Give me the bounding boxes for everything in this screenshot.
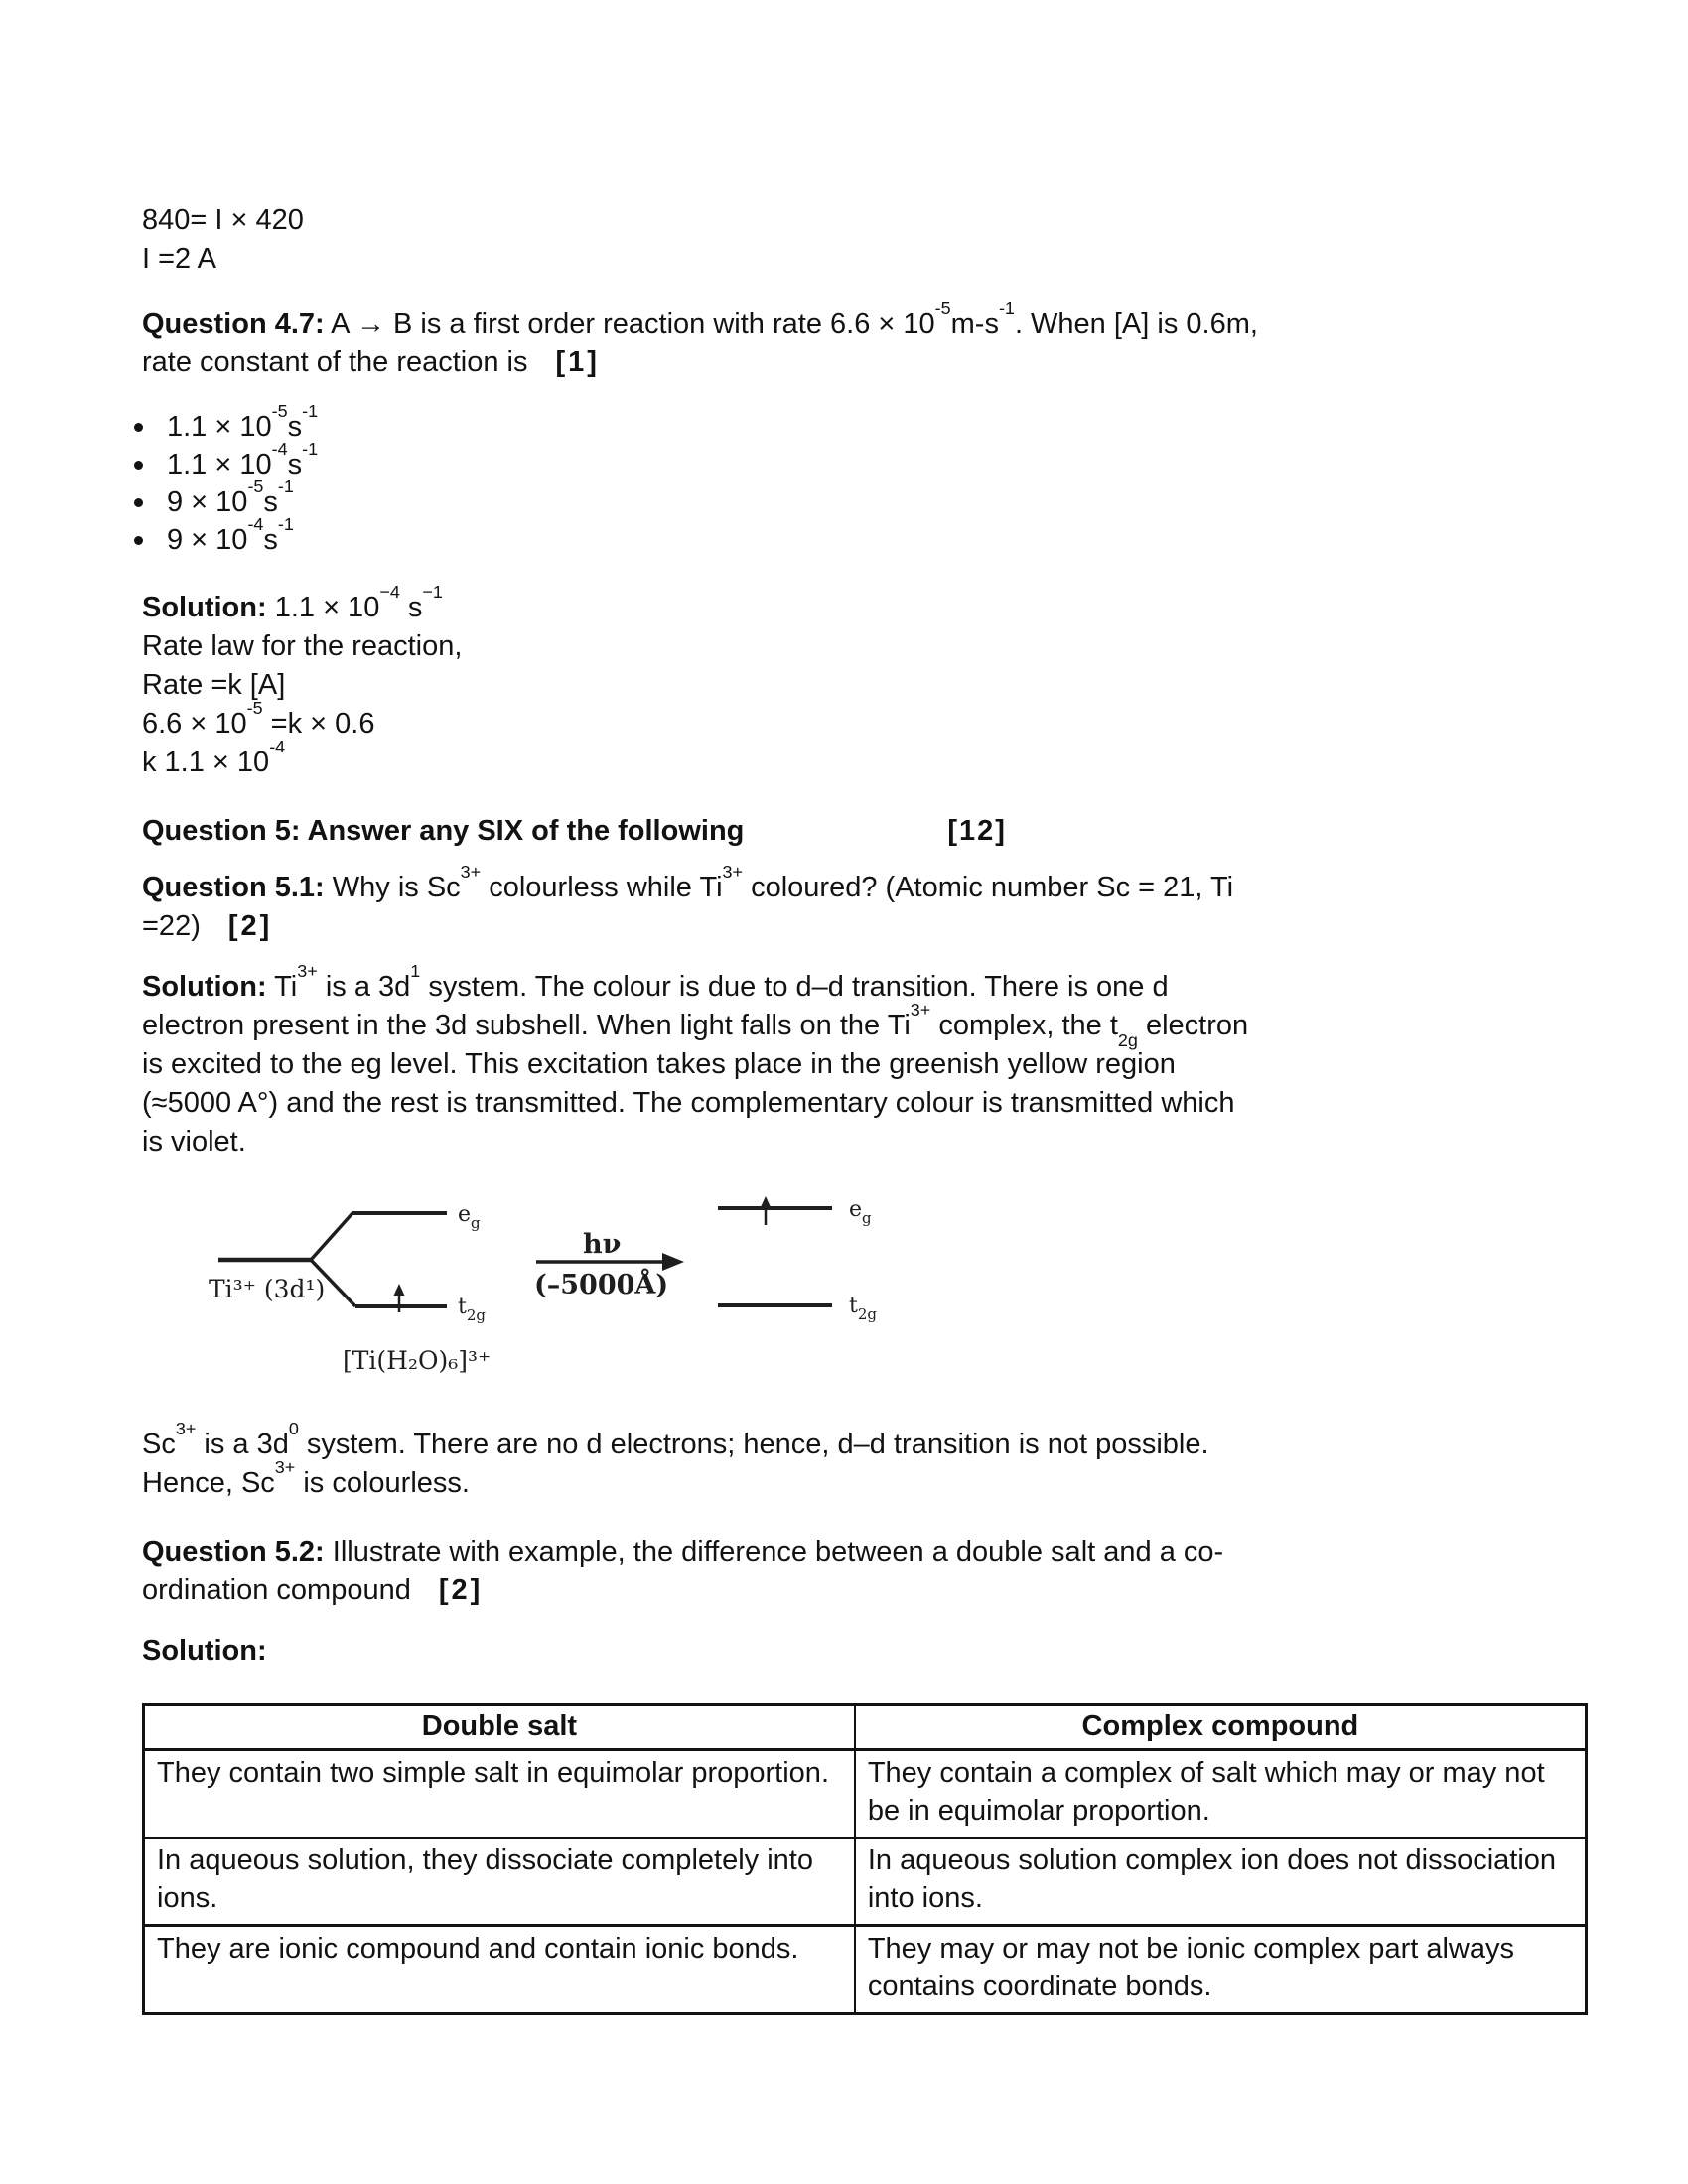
- solution-line: $6.6 \times 10^{-5} =k \times 0.6$: [142, 698, 375, 740]
- solution-line: is violet.: [142, 1126, 246, 1158]
- option-item: [134, 514, 1569, 559]
- solution-line: Solution: $1.1 \times 10^{-4}$ $s^{-1}$: [142, 582, 443, 623]
- solution-line: electron present in the 3d subshell. When light falls on the $Ti^{3+}$ complex, the $t_{2g}$ electron: [142, 1000, 1249, 1051]
- ion-label: Ti³⁺ (3d¹): [209, 1275, 326, 1303]
- comparison-table: [142, 1703, 1588, 2015]
- option-text: $1.1 \times 10^{-5}s^{-1}$: [167, 401, 319, 443]
- sc-conclusion: [142, 1419, 1569, 1503]
- t2g-label: $t_{2g}$: [458, 1295, 486, 1324]
- question-5-1-text-line2: =22) [2]: [142, 910, 273, 942]
- question-4-7: [142, 298, 1569, 382]
- table-cell: They contain two simple salt in equimolar proportion.: [144, 1750, 855, 1839]
- question-5-title: Question 5: Answer any SIX of the following: [142, 815, 745, 847]
- marks-badge: [2]: [438, 1574, 484, 1606]
- solution-line: k $1.1 \times 10^{-4}$: [142, 737, 286, 778]
- question-5-2-text-line2: ordination compound [2]: [142, 1574, 484, 1606]
- solution-line: (≈5000 A°) and the rest is transmitted. The complementary colour is transmitted which: [142, 1087, 1235, 1119]
- dd-transition-figure: [204, 1195, 1569, 1400]
- hv-label: hν: [583, 1229, 622, 1260]
- question-4-7-text: Question 4.7: A → B is a first order reaction with rate $6.6 \times 10^{-5}m-s^{-1}$. When [A] is 0.6m,: [142, 298, 1258, 340]
- table-cell: They may or may not be ionic complex part always contains coordinate bonds.: [855, 1926, 1587, 2014]
- solution-label: Solution:: [142, 1635, 267, 1667]
- bullet-icon: [134, 461, 143, 470]
- question-4-7-solution: [142, 582, 1569, 782]
- table-cell: In aqueous solution, they dissociate completely into ions.: [144, 1838, 855, 1926]
- table-cell: They are ionic compound and contain ionic bonds.: [144, 1926, 855, 2014]
- table-header-row: [144, 1705, 1587, 1750]
- table-row: [144, 1926, 1587, 2014]
- question-5-2: [142, 1533, 1569, 1610]
- t2g-label: $t_{2g}$: [849, 1294, 877, 1323]
- column-header-double-salt: Double salt: [144, 1705, 855, 1750]
- current-calculation: [142, 202, 1569, 279]
- solution-line: $Sc^{3+}$ is a $3d^0$ system. There are no d electrons; hence, d–d transition is not possible.: [142, 1419, 1209, 1460]
- split-line-up: [311, 1213, 352, 1260]
- option-item: [134, 401, 1569, 446]
- table-row: [144, 1838, 1587, 1926]
- solution-line: is excited to the eg level. This excitation takes place in the greenish yellow region: [142, 1048, 1176, 1080]
- excited-electron-arrow: [761, 1196, 772, 1225]
- column-header-complex-compound: Complex compound: [855, 1705, 1587, 1750]
- eg-label: $e_g$: [849, 1197, 872, 1227]
- option-text: $9 \times 10^{-5}s^{-1}$: [167, 477, 294, 518]
- option-item: [134, 439, 1569, 483]
- marks-badge: [12]: [947, 815, 1007, 847]
- option-text: $1.1 \times 10^{-4}s^{-1}$: [167, 439, 319, 480]
- wavelength-label: (–5000Å): [534, 1270, 669, 1300]
- question-5-1-solution: [142, 961, 1569, 1161]
- marks-badge: [2]: [227, 910, 273, 942]
- table-cell: In aqueous solution complex ion does not dissociation into ions.: [855, 1838, 1587, 1926]
- question-4-7-text-line2: rate constant of the reaction is [1]: [142, 346, 600, 378]
- question-5-1: [142, 862, 1569, 946]
- table-row: [144, 1750, 1587, 1839]
- complex-label: [Ti(H₂O)₆]³⁺: [343, 1346, 492, 1375]
- solution-line: Rate law for the reaction,: [142, 630, 463, 662]
- equation-line: I =2 A: [142, 243, 216, 275]
- table-cell: They contain a complex of salt which may or may not be in equimolar proportion.: [855, 1750, 1587, 1839]
- solution-line: Hence, $Sc^{3+}$ is colourless.: [142, 1457, 470, 1499]
- option-text: $9 \times 10^{-4}s^{-1}$: [167, 514, 294, 556]
- marks-badge: [1]: [555, 346, 600, 378]
- equation-line: 840= I × 420: [142, 205, 304, 236]
- dd-transition-diagram: [204, 1195, 899, 1389]
- question-5-1-text: Question 5.1: Why is $Sc^{3+}$ colourless while $Ti^{3+}$ coloured? (Atomic number Sc = 21, Ti: [142, 862, 1234, 903]
- option-item: [134, 477, 1569, 521]
- bullet-icon: [134, 423, 143, 432]
- bullet-icon: [134, 536, 143, 545]
- bullet-icon: [134, 498, 143, 507]
- question-5-heading: [142, 812, 1569, 851]
- solution-line: Rate =k [A]: [142, 669, 286, 701]
- eg-label: $e_g$: [458, 1202, 481, 1232]
- question-5-2-text: Question 5.2: Illustrate with example, the difference between a double salt and a co-: [142, 1536, 1224, 1568]
- option-list: [142, 401, 1569, 559]
- solution-line: Solution: $Ti^{3+}$ is a $3d^1$ system. The colour is due to d–d transition. There is one d: [142, 961, 1169, 1003]
